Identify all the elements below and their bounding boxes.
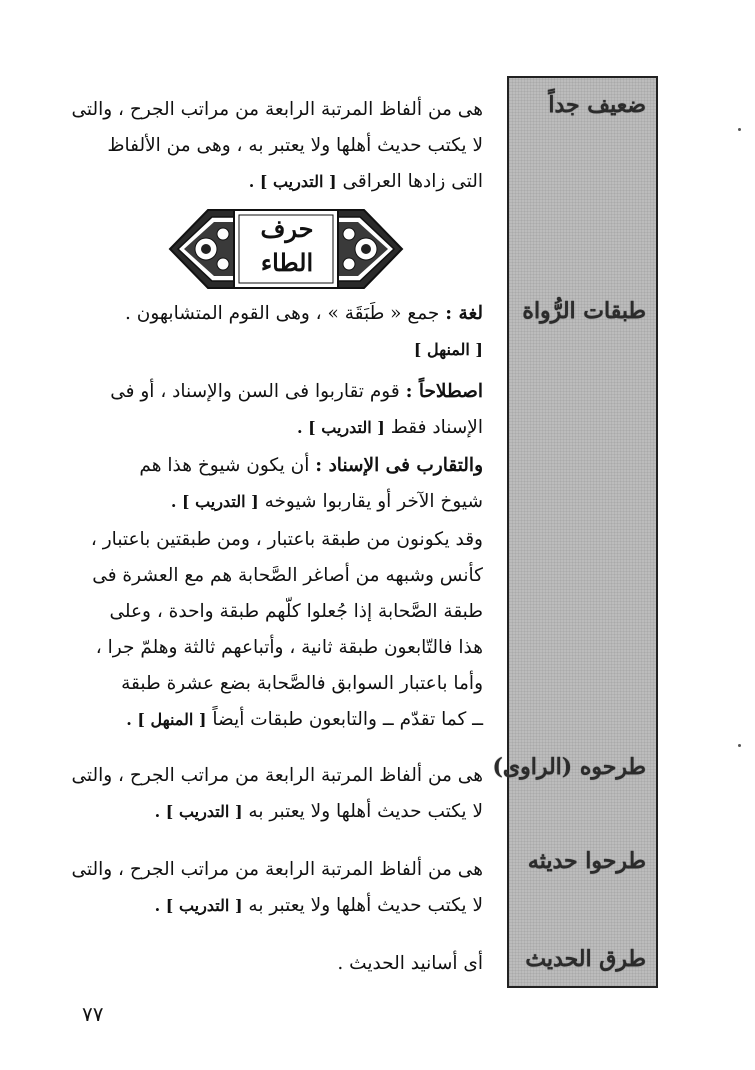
page-number: ٧٧ [82,1002,104,1026]
text-line: التى زادها العراقى [ التدريب ] . [248,171,483,192]
reference-manhal: [ المنهل ] [413,340,483,359]
entry-daif-jiddan [63,92,483,200]
text-line: شيوخ الآخر أو يقاربوا شيوخه [ التدريب ] . [170,491,483,512]
text-line: أى أسانيد الحديث . [337,953,483,974]
text-line: طبقة الصَّحابة إذا جُعلوا كلّهم طبقة واحدة ، وعلى [109,601,483,622]
entry-tabaqat-taqarub [63,448,483,520]
text-line: وأما باعتبار السوابق فالصَّحابة بضع عشرة طبقة [121,673,483,694]
reference-tadrib: [ التدريب ] . [248,172,337,191]
term-tabaqat-al-ruwat: طبقات الرُّواة [522,298,646,324]
text-line: لا يكتب حديث أهلها ولا يعتبر به [ التدريب ] . [154,801,483,822]
label-istilah: اصطلاحاً : [405,381,483,402]
term-turuq-al-hadith: طرق الحديث [525,946,646,972]
term-tarahu-hadithahu: طرحوا حديثه [527,848,646,874]
term-column [492,76,658,988]
text-line: والتقارب فى الإسناد : أن يكون شيوخ هذا هم [139,455,483,476]
reference-tadrib: [ التدريب ] . [154,896,243,915]
entry-turuq-al-hadith [63,946,483,982]
text-line: هى من ألفاظ المرتبة الرابعة من مراتب الجرح ، والتى [71,99,483,120]
letter-heading [236,212,338,284]
entry-tabaqat-paragraph [63,522,483,738]
text-line: هى من ألفاظ المرتبة الرابعة من مراتب الجرح ، والتى [71,765,483,786]
text-line: هى من ألفاظ المرتبة الرابعة من مراتب الجرح ، والتى [71,859,483,880]
text-line: لا يكتب حديث أهلها ولا يعتبر به ، وهى من الألفاظ [107,135,483,156]
text-line: وقد يكونون من طبقة باعتبار ، ومن طبقتين باعتبار ، [90,529,483,550]
letter-heading-line1: حرف [260,214,314,243]
text-line: اصطلاحاً : قوم تقاربوا فى السن والإسناد ، أو فى [110,381,483,402]
reference-tadrib: [ التدريب ] . [170,492,259,511]
scan-speck [738,744,741,747]
scan-speck [738,128,741,131]
text-line: الإسناد فقط [ التدريب ] . [296,417,483,438]
reference-manhal: [ المنهل ] . [126,710,207,729]
text-line: كأنس وشبهه من أصاغر الصَّحابة هم مع العشرة فى [92,565,483,586]
letter-heading-line2: الطاء [260,248,314,277]
entry-tabaqat-istilah [63,374,483,446]
term-daif-jiddan: ضعيف جداً [548,92,646,118]
text-line: لغة : جمع « طَبَقَة » ، وهى القوم المتشابهون . [124,303,483,324]
entry-tarahuhu [63,758,483,830]
label-taqarub: والتقارب فى الإسناد : [315,455,483,476]
term-tarahuhu: طرحوه (الراوى) [492,754,646,780]
entry-tarahu-hadithahu [63,852,483,924]
text-line: هذا فالتّابعون طبقة ثانية ، وأتباعهم ثالثة وهلمّ جرا ، [95,637,483,658]
reference-tadrib: [ التدريب ] . [296,418,385,437]
label-lugha: لغة : [445,303,483,324]
text-line: ــ كما تقدّم ــ والتابعون طبقات أيضاً [ المنهل ] . [126,709,483,730]
text-line [63,332,483,368]
entry-tabaqat-al-ruwat [63,296,483,368]
reference-tadrib: [ التدريب ] . [154,802,243,821]
text-line: لا يكتب حديث أهلها ولا يعتبر به [ التدريب ] . [154,895,483,916]
